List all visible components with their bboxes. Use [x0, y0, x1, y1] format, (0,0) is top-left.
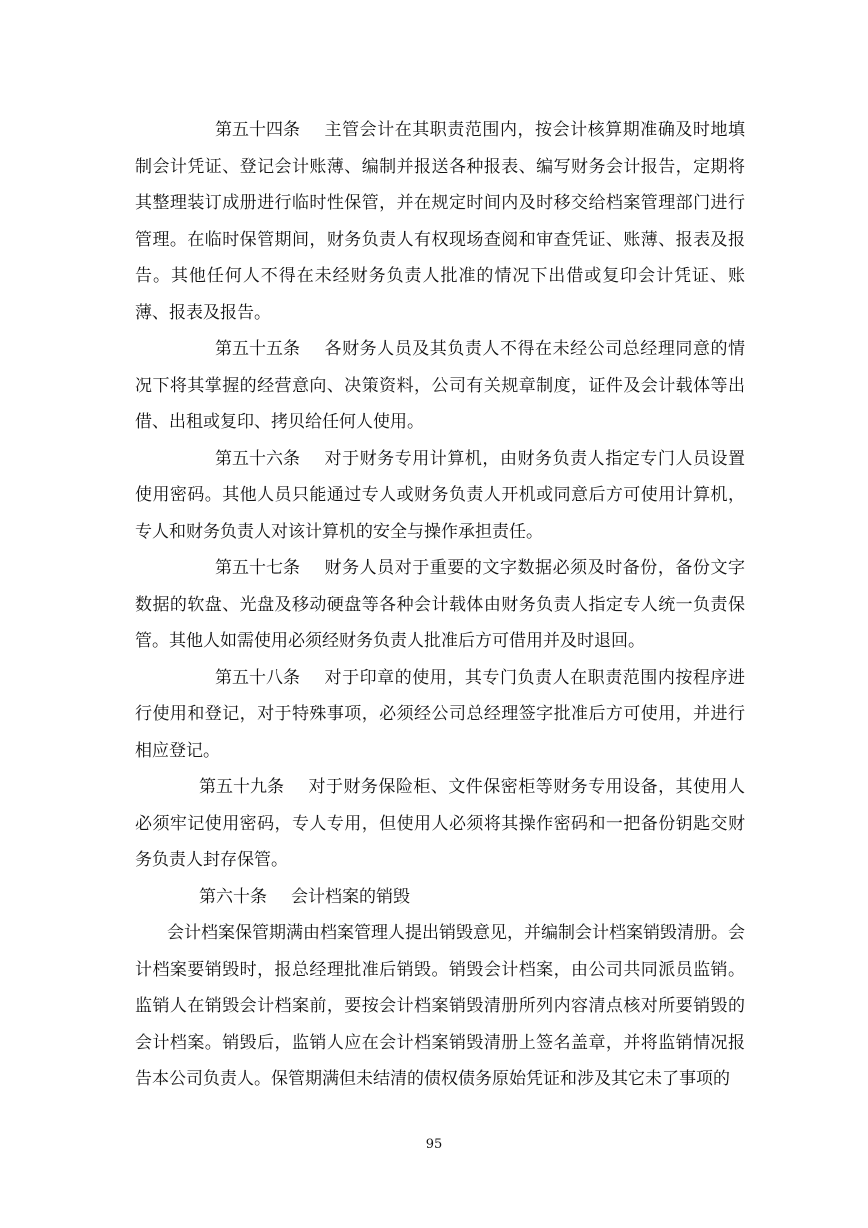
article-59 [135, 769, 745, 879]
article-60-text: 会计档案的销毁 [291, 886, 410, 907]
article-59-text: 对于财务保险柜、文件保密柜等财务专用设备，其使用人必须牢记使用密码，专人专用，但使用人必须将其操作密码和一把备份钥匙交财务负责人封存保管。 [135, 777, 745, 870]
article-60 [135, 879, 745, 916]
article-55-text: 各财务人员及其负责人不得在未经公司总经理同意的情况下将其掌握的经营意向、决策资料，公司有关规章制度，证件及会计载体等出借、出租或复印、拷贝给任何人使用。 [135, 339, 745, 432]
article-58 [135, 660, 745, 770]
article-60-number: 第六十条 [199, 886, 267, 907]
article-55-number: 第五十五条 [215, 339, 300, 359]
article-57 [135, 550, 745, 660]
article-58-number: 第五十八条 [215, 667, 300, 688]
article-57-text: 财务人员对于重要的文字数据必须及时备份，备份文字数据的软盘、光盘及移动硬盘等各种会计载体由财务负责人指定专人统一负责保管。其他人如需使用必须经财务负责人批准后方可借用并及时退回。 [135, 558, 745, 651]
article-56-text: 对于财务专用计算机，由财务负责人指定专门人员设置使用密码。其他人员只能通过专人或财务负责人开机或同意后方可使用计算机，专人和财务负责人对该计算机的安全与操作承担责任。 [135, 448, 745, 542]
article-59-number: 第五十九条 [199, 777, 284, 797]
article-56-number: 第五十六条 [215, 448, 300, 469]
article-55 [135, 331, 745, 441]
article-57-number: 第五十七条 [215, 558, 300, 578]
article-54-number: 第五十四条 [215, 120, 300, 140]
closing-paragraph: 会计档案保管期满由档案管理人提出销毁意见，并编制会计档案销毁清册。会计档案要销毁时，报总经理批准后销毁。销毁会计档案，由公司共同派员监销。监销人在销毁会计档案前，要按会计档案销毁清册所列内容清点核对所要销毁的会计档案。销毁后，监销人应在会计档案销毁清册上签名盖章，并将监销情况报告本公司负责人。保管期满但未结清的债权债务原始凭证和涉及其它未了事项的 [135, 923, 745, 1089]
page-number: 95 [425, 1137, 443, 1152]
article-56 [135, 441, 745, 551]
document-body [135, 112, 745, 1098]
article-58-text: 对于印章的使用，其专门负责人在职责范围内按程序进行使用和登记，对于特殊事项，必须经公司总经理签字批准后方可使用，并进行相应登记。 [135, 667, 745, 761]
article-54-text: 主管会计在其职责范围内，按会计核算期准确及时地填制会计凭证、登记会计账薄、编制并报送各种报表、编写财务会计报告，定期将其整理装订成册进行临时性保管，并在规定时间内及时移交给档案管理部门进行管理。在临时保管期间，财务负责人有权现场查阅和审查凭证、账薄、报表及报告。其他任何人不得在未经财务负责人批准的情况下出借或复印会计凭证、账薄、报表及报告。 [135, 120, 745, 323]
article-54 [135, 112, 745, 331]
